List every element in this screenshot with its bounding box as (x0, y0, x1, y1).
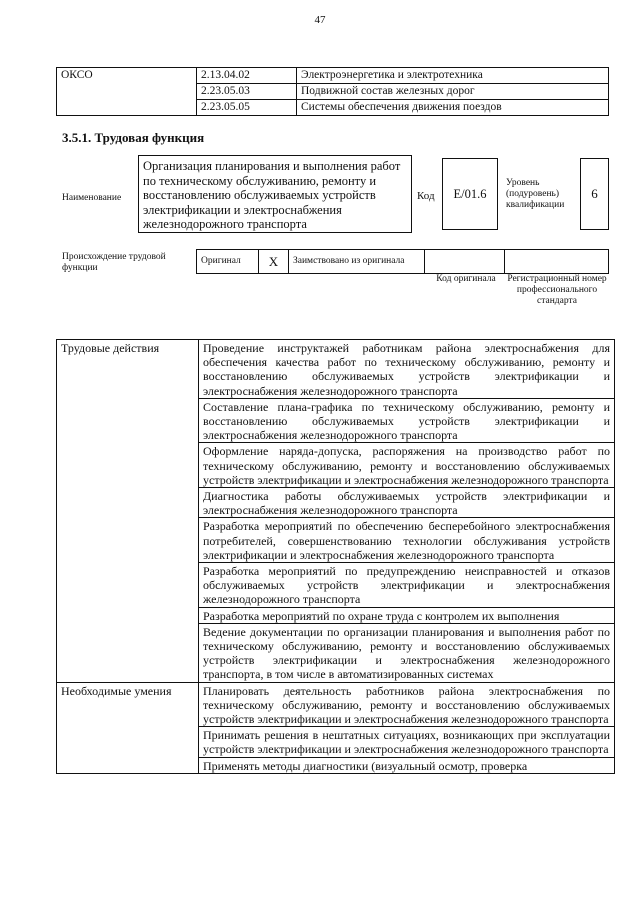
labor-action-item: Оформление наряда-допуска, распоряжения на производство работ по техническому обслуживанию, ремонту и восстановлению обслуживаемых устройств электрификации и электроснабжения железнодорожного транспорта (199, 443, 615, 488)
skill-item: Планировать деятельность работников района электроснабжения по техническому обслуживанию, ремонту и восстановлению обслуживаемых устройств электрификации и электроснабжения железнодорожного транспорта (199, 682, 615, 727)
borrowed-label: Заимствовано из оригинала (289, 250, 425, 274)
okso-code: 2.23.05.05 (197, 100, 297, 116)
labor-actions-label: Трудовые действия (57, 340, 199, 683)
labor-action-item: Составление плана-графика по техническому обслуживанию, ремонту и восстановлению обслуживаемых устройств электрификации и электроснабжения железнодорожного транспорта (199, 398, 615, 443)
labor-action-item: Проведение инструктажей работникам района электроснабжения для обеспечения качества работ по техническому обслуживанию, ремонту и восстановлению обслуживаемых устройств электрификации и электроснабжения железнодорожного транспорта (199, 340, 615, 399)
table-row (57, 340, 615, 399)
code-original-caption: Код оригинала (436, 274, 496, 284)
labor-action-item: Разработка мероприятий по охране труда с контролем их выполнения (199, 607, 615, 623)
origin-label: Происхождение трудовой функции (62, 252, 166, 273)
okso-label: ОКСО (57, 68, 197, 116)
okso-row (57, 68, 609, 84)
origin-reg-cell (505, 250, 609, 274)
original-mark: X (259, 250, 289, 274)
original-label: Оригинал (197, 250, 259, 274)
labor-action-item: Диагностика работы обслуживаемых устройств электрификации и электроснабжения железнодорожного транспорта (199, 488, 615, 518)
section-title: 3.5.1. Трудовая функция (62, 130, 205, 145)
page-number: 47 (314, 14, 326, 26)
okso-name: Электроэнергетика и электротехника (297, 68, 609, 84)
level-label: Уровень (подуровень) квалификации (506, 178, 565, 210)
code-label: Код (417, 190, 435, 202)
okso-table (56, 67, 609, 116)
skills-label: Необходимые умения (57, 682, 199, 773)
okso-code: 2.23.05.03 (197, 84, 297, 100)
skill-item: Принимать решения в нештатных ситуациях, возникающих при эксплуатации устройств электрификации и электроснабжения железнодорожного транспорта (199, 727, 615, 757)
labor-action-item: Разработка мероприятий по предупреждению неисправностей и отказов обслуживаемых устройств электрификации и электроснабжения железнодорожного транспорта (199, 563, 615, 608)
origin-table (196, 249, 609, 274)
okso-name: Подвижной состав железных дорог (297, 84, 609, 100)
origin-code-cell (425, 250, 505, 274)
level-box: 6 (580, 158, 609, 230)
function-code-box: E/01.6 (442, 158, 498, 230)
skill-item: Применять методы диагностики (визуальный осмотр, проверка (199, 757, 615, 773)
labor-action-item: Ведение документации по организации планирования и выполнения работ по техническому обслуживанию, ремонту и восстановлению обслуживаемых устройств электрификации и электроснабжения железнодорожного транспорта, в том числе в автоматизированных системах (199, 623, 615, 682)
labor-action-item: Разработка мероприятий по обеспечению бесперебойного электроснабжения потребителей, совершенствованию технологии обслуживания устройств электрификации и электроснабжения железнодорожного транспорта (199, 518, 615, 563)
function-details-table (56, 339, 615, 774)
function-name-box: Организация планирования и выполнения работ по техническому обслуживанию, ремонту и восстановлению обслуживаемых устройств электрификации и электроснабжения железнодорожного транспорта (138, 155, 412, 233)
name-label: Наименование (62, 193, 122, 203)
okso-name: Системы обеспечения движения поездов (297, 100, 609, 116)
table-row (57, 682, 615, 727)
reg-number-caption: Регистрационный номер профессионального стандарта (507, 274, 607, 306)
okso-code: 2.13.04.02 (197, 68, 297, 84)
